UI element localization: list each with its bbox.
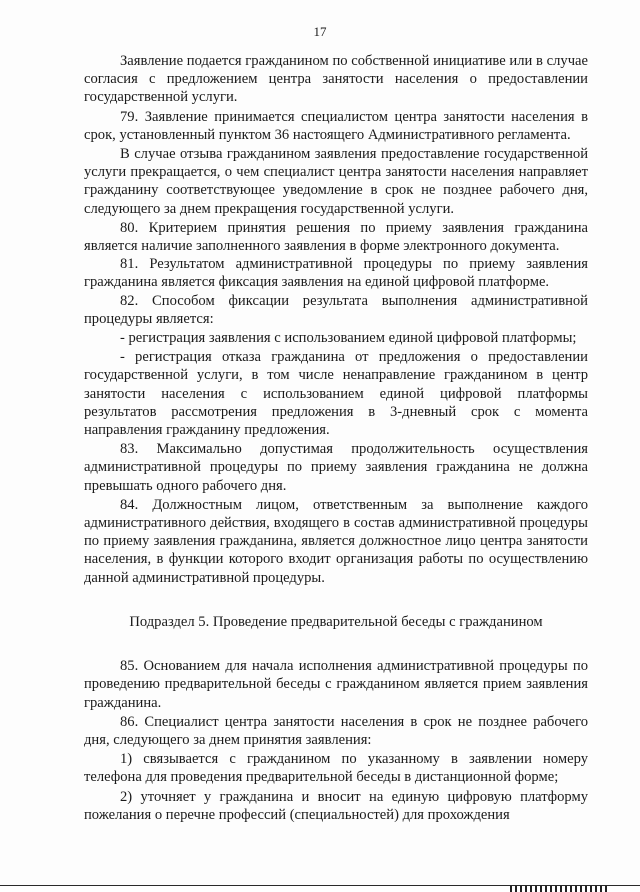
paragraph-withdrawal: В случае отзыва гражданином заявления предоставление государственной услуги прекращается, о чем специалист центра занятости населения направляет гражданину соответствующее уведомление в срок не позднее рабочего дня, следующего за днем прекращения государственной услуги. [84, 146, 588, 217]
paragraph-86: 86. Специалист центра занятости населения в срок не позднее рабочего дня, следующего за днем принятия заявления: [84, 713, 588, 748]
scan-barcode-strip [510, 886, 610, 892]
paragraph-85: 85. Основанием для начала исполнения административной процедуры по проведению предварительной беседы с гражданином является прием заявления гражданина. [84, 658, 588, 711]
list-item-refusal-registration: - регистрация отказа гражданина от предложения о предоставлении государственной услуги, в том числе ненаправление гражданином в центр занятости населения с использованием единой цифровой платформы результатов рассмотрения предложения в 3-дневный срок с момента направления гражданину предложения. [84, 349, 588, 439]
list-item-contact-citizen: 1) связывается с гражданином по указанному в заявлении номеру телефона для проведения предварительной беседы в дистанционной форме; [84, 751, 588, 786]
subsection-heading: Подраздел 5. Проведение предварительной беседы с гражданином [129, 613, 543, 630]
document-body [84, 52, 588, 824]
scan-edge [0, 885, 640, 892]
paragraph-application-initiative: Заявление подается гражданином по собственной инициативе или в случае согласия с предложением центра занятости населения о предоставлении государственной услуги. [84, 53, 588, 106]
paragraph-83: 83. Максимально допустимая продолжительность осуществления административной процедуры по приему заявления гражданина не должна превышать одного рабочего дня. [84, 441, 588, 494]
paragraph-84: 84. Должностным лицом, ответственным за выполнение каждого административного действия, входящего в состав административной процедуры по приему заявления гражданина, является должностное лицо центра занятости населения, в функции которого входит организация работы по осуществлению данной административной процедуры. [84, 496, 588, 586]
paragraph-82: 82. Способом фиксации результата выполнения административной процедуры является: [84, 292, 588, 327]
page-number: 17 [313, 24, 327, 39]
paragraph-81: 81. Результатом административной процедуры по приему заявления гражданина является фиксация заявления на единой цифровой платформе. [84, 256, 588, 291]
list-item-registration: - регистрация заявления с использованием единой цифровой платформы; [120, 330, 577, 347]
paragraph-79: 79. Заявление принимается специалистом центра занятости населения в срок, установленный пунктом 36 настоящего Административного регламента. [84, 108, 588, 143]
list-item-clarify-preferences: 2) уточняет у гражданина и вносит на единую цифровую платформу пожелания о перечне профессий (специальностей) для прохождения [84, 788, 588, 823]
paragraph-80: 80. Критерием принятия решения по приему заявления гражданина является наличие заполненного заявления в форме электронного документа. [84, 219, 588, 255]
